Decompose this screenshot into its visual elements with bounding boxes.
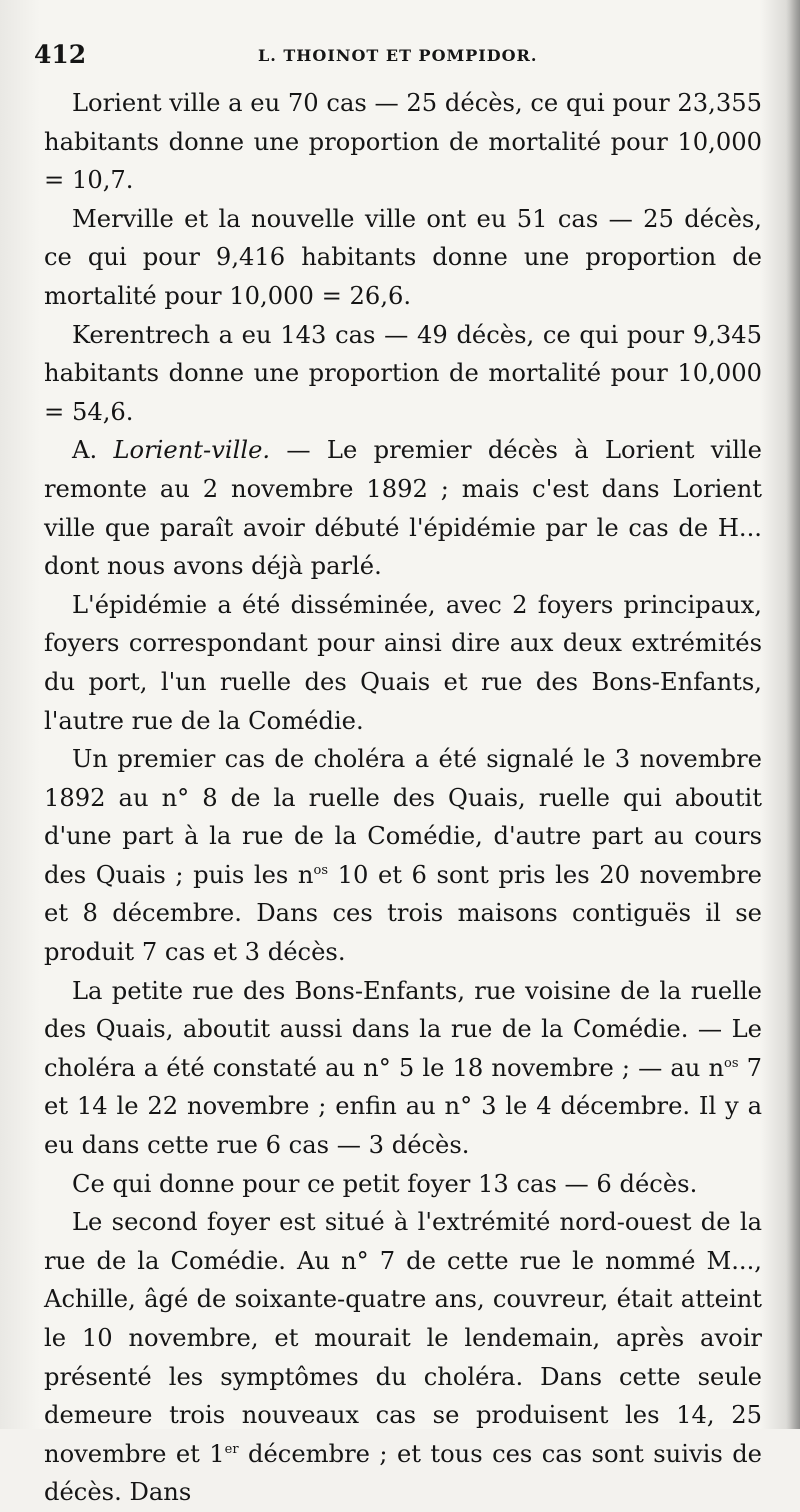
page-number: 412: [34, 40, 87, 69]
section-letter: A.: [72, 436, 114, 465]
superscript: os: [724, 1055, 739, 1071]
paragraph-small-focus-total: Ce qui donne pour ce petit foyer 13 cas — 6 décès.: [72, 1169, 698, 1198]
paragraph-kerentrech-stats: Kerentrech a eu 143 cas — 49 décès, ce qui pour 9,345 habitants donne une proportion de mortalité pour 10,000 = 54,6.: [44, 320, 762, 426]
body-text: [44, 84, 762, 1512]
paragraph-ruelle-des-quais: Un premier cas de choléra a été signalé le 3 novembre 1892 au n° 8 de la ruelle des Quais, ruelle qui aboutit d'une part à la rue de la Comédie, d'autre part au cours des Quais ; puis les $n^{os}$ 10 et 6 sont pris les 20 novembre et 8 décembre. Dans ces trois maisons contiguës il se produit 7 cas et 3 décès.: [44, 745, 762, 967]
paragraph-second-focus: Le second foyer est situé à l'extrémité nord-ouest de la rue de la Comédie. Au n° 7 de cette rue le nommé M..., Achille, âgé de soixante-quatre ans, couvreur, était atteint le 10 novembre, et mourait le lendemain, après avoir présenté les symptômes du choléra. Dans cette seule demeure trois nouveaux cas se produisent les 14, 25 novembre et 1er décembre ; et tous ces cas sont suivis de décès. Dans: [44, 1208, 762, 1507]
paragraph-section-a: A. Lorient-ville. — Le premier décès à Lorient ville remonte au 2 novembre 1892 ; mais c'est dans Lorient ville que paraît avoir débuté l'épidémie par le cas de H... dont nous avons déjà parlé.: [44, 436, 762, 581]
paragraph-rue-des-bons-enfants: La petite rue des Bons-Enfants, rue voisine de la ruelle des Quais, aboutit aussi dans la rue de la Comédie. — Le choléra a été constaté au n° 5 le 18 novembre ; — au $n^{os}$ 7 et 14 le 22 novembre ; enfin au n° 3 le 4 décembre. Il y a eu dans cette rue 6 cas — 3 décès.: [44, 976, 763, 1160]
paragraph-lorient-ville-stats: Lorient ville a eu 70 cas — 25 décès, ce qui pour 23,355 habitants donne une proportion de mortalité pour 10,000 = 10,7.: [44, 89, 762, 195]
running-head: L. THOINOT ET POMPIDOR.: [258, 46, 538, 65]
paragraph-epidemic-spread: L'épidémie a été disséminée, avec 2 foyers principaux, foyers correspondant pour ainsi dire aux deux extrémités du port, l'un ruelle des Quais et rue des Bons-Enfants, l'autre rue de la Comédie.: [44, 590, 762, 735]
superscript: os: [313, 862, 328, 878]
page-header: [34, 40, 774, 76]
paragraph-merville-stats: Merville et la nouvelle ville ont eu 51 cas — 25 décès, ce qui pour 9,416 habitants donne une proportion de mortalité pour 10,000 = 26,6.: [44, 204, 762, 310]
page-edge-shadow: [786, 0, 800, 1429]
superscript: er: [224, 1441, 239, 1457]
section-title: Lorient-ville.: [113, 436, 271, 465]
